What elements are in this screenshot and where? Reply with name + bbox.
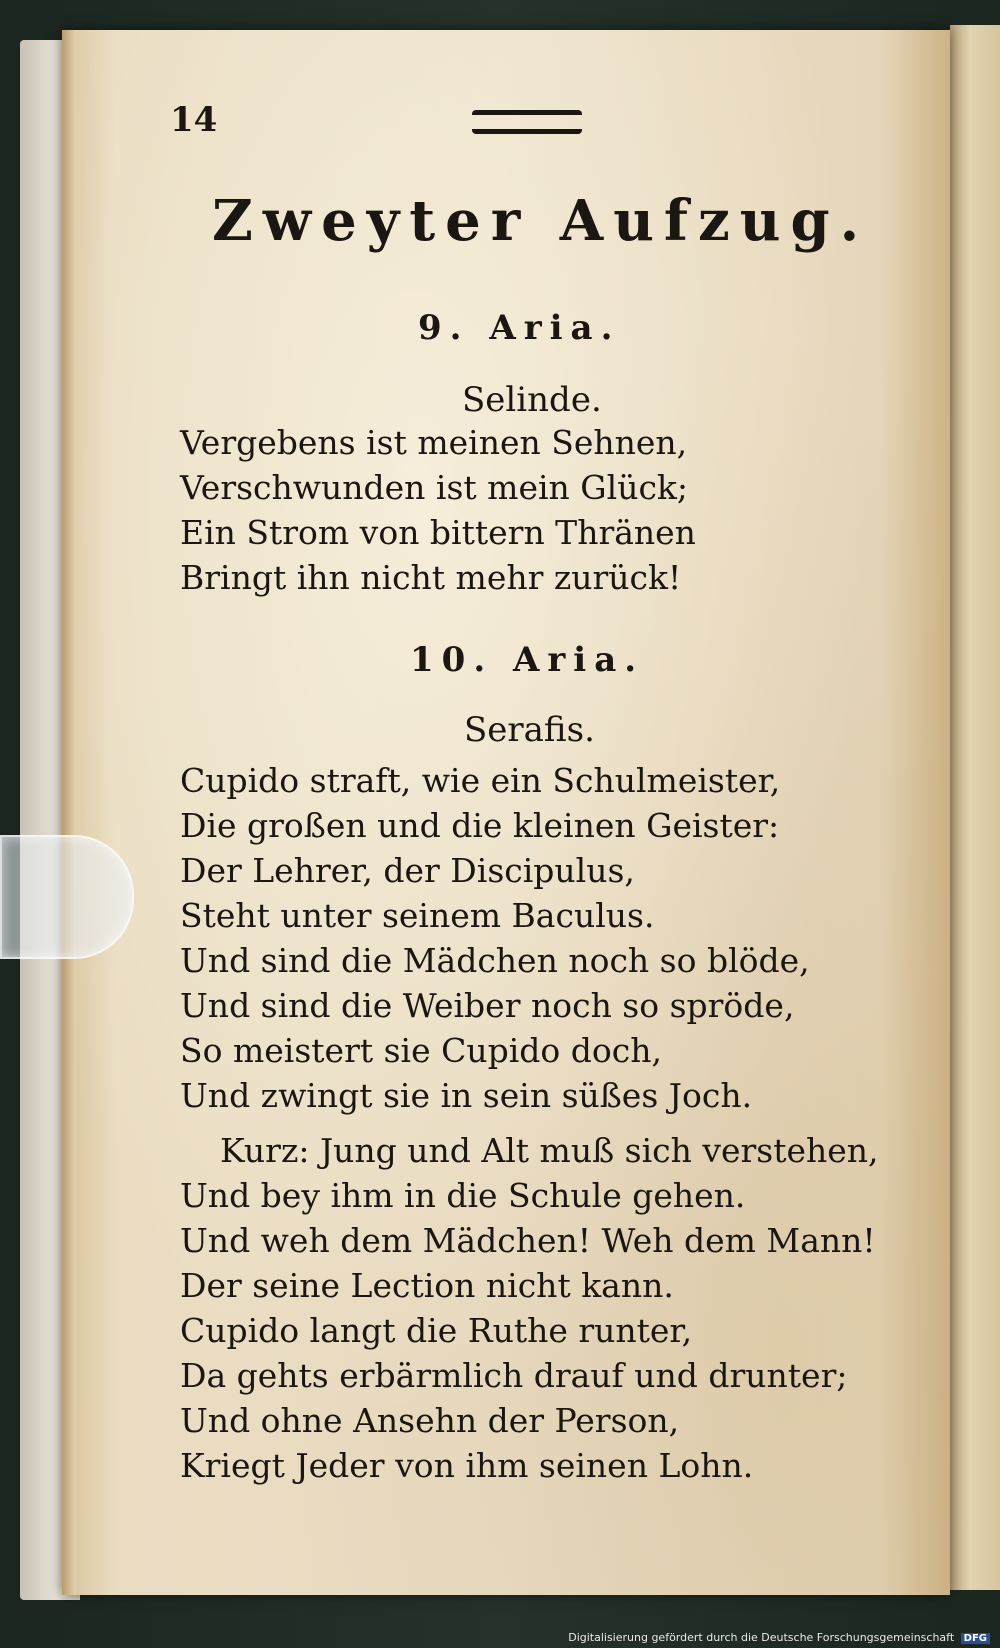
header-ornament-rule — [472, 110, 582, 134]
verse-line: Kriegt Jeder von ihm seinen Lohn. — [180, 1446, 754, 1485]
act-title: Zweyter Aufzug. — [212, 188, 870, 254]
aria-verse-stanza-2 — [180, 1128, 879, 1488]
digitization-credit — [568, 1631, 990, 1644]
speaker-name: Serafis. — [464, 710, 595, 750]
verse-line: Und ohne Ansehn der Person, — [180, 1401, 680, 1440]
speaker-name: Selinde. — [462, 380, 602, 420]
verse-line: Kurz: Jung und Alt muß sich verstehen, — [220, 1131, 879, 1170]
page-holder-clip — [0, 835, 134, 959]
verse-line: Der seine Lection nicht kann. — [180, 1266, 674, 1305]
verse-line: Und sind die Weiber noch so spröde, — [180, 986, 795, 1025]
verse-line: Bringt ihn nicht mehr zurück! — [180, 558, 682, 597]
aria-heading: 9. Aria. — [418, 308, 621, 348]
verse-line: Und bey ihm in die Schule gehen. — [180, 1176, 746, 1215]
verse-line: Verschwunden ist mein Glück; — [180, 468, 689, 507]
verse-line: Und weh dem Mädchen! Weh dem Mann! — [180, 1221, 876, 1260]
verse-line: So meistert sie Cupido doch, — [180, 1031, 662, 1070]
aria-heading: 10. Aria. — [410, 640, 645, 680]
verse-line: Vergebens ist meinen Sehnen, — [180, 423, 688, 462]
page-number: 14 — [170, 100, 218, 140]
verse-line: Steht unter seinem Baculus. — [180, 896, 655, 935]
aria-verse — [180, 758, 810, 1118]
next-page-edge — [950, 25, 1000, 1590]
dfg-logo: DFG — [961, 1633, 990, 1644]
verse-line: Die großen und die kleinen Geister: — [180, 806, 780, 845]
verse-line: Da gehts erbärmlich drauf und drunter; — [180, 1356, 848, 1395]
verse-line: Cupido langt die Ruthe runter, — [180, 1311, 693, 1350]
aria-verse — [180, 420, 696, 600]
page-left-edge — [62, 30, 76, 1595]
verse-line: Cupido straft, wie ein Schulmeister, — [180, 761, 781, 800]
verse-line: Ein Strom von bittern Thränen — [180, 513, 696, 552]
credit-text: Digitalisierung gefördert durch die Deutsche Forschungsgemeinschaft — [568, 1631, 955, 1644]
verse-line: Und sind die Mädchen noch so blöde, — [180, 941, 810, 980]
verse-line: Der Lehrer, der Discipulus, — [180, 851, 635, 890]
verse-line: Und zwingt sie in sein süßes Joch. — [180, 1076, 753, 1115]
